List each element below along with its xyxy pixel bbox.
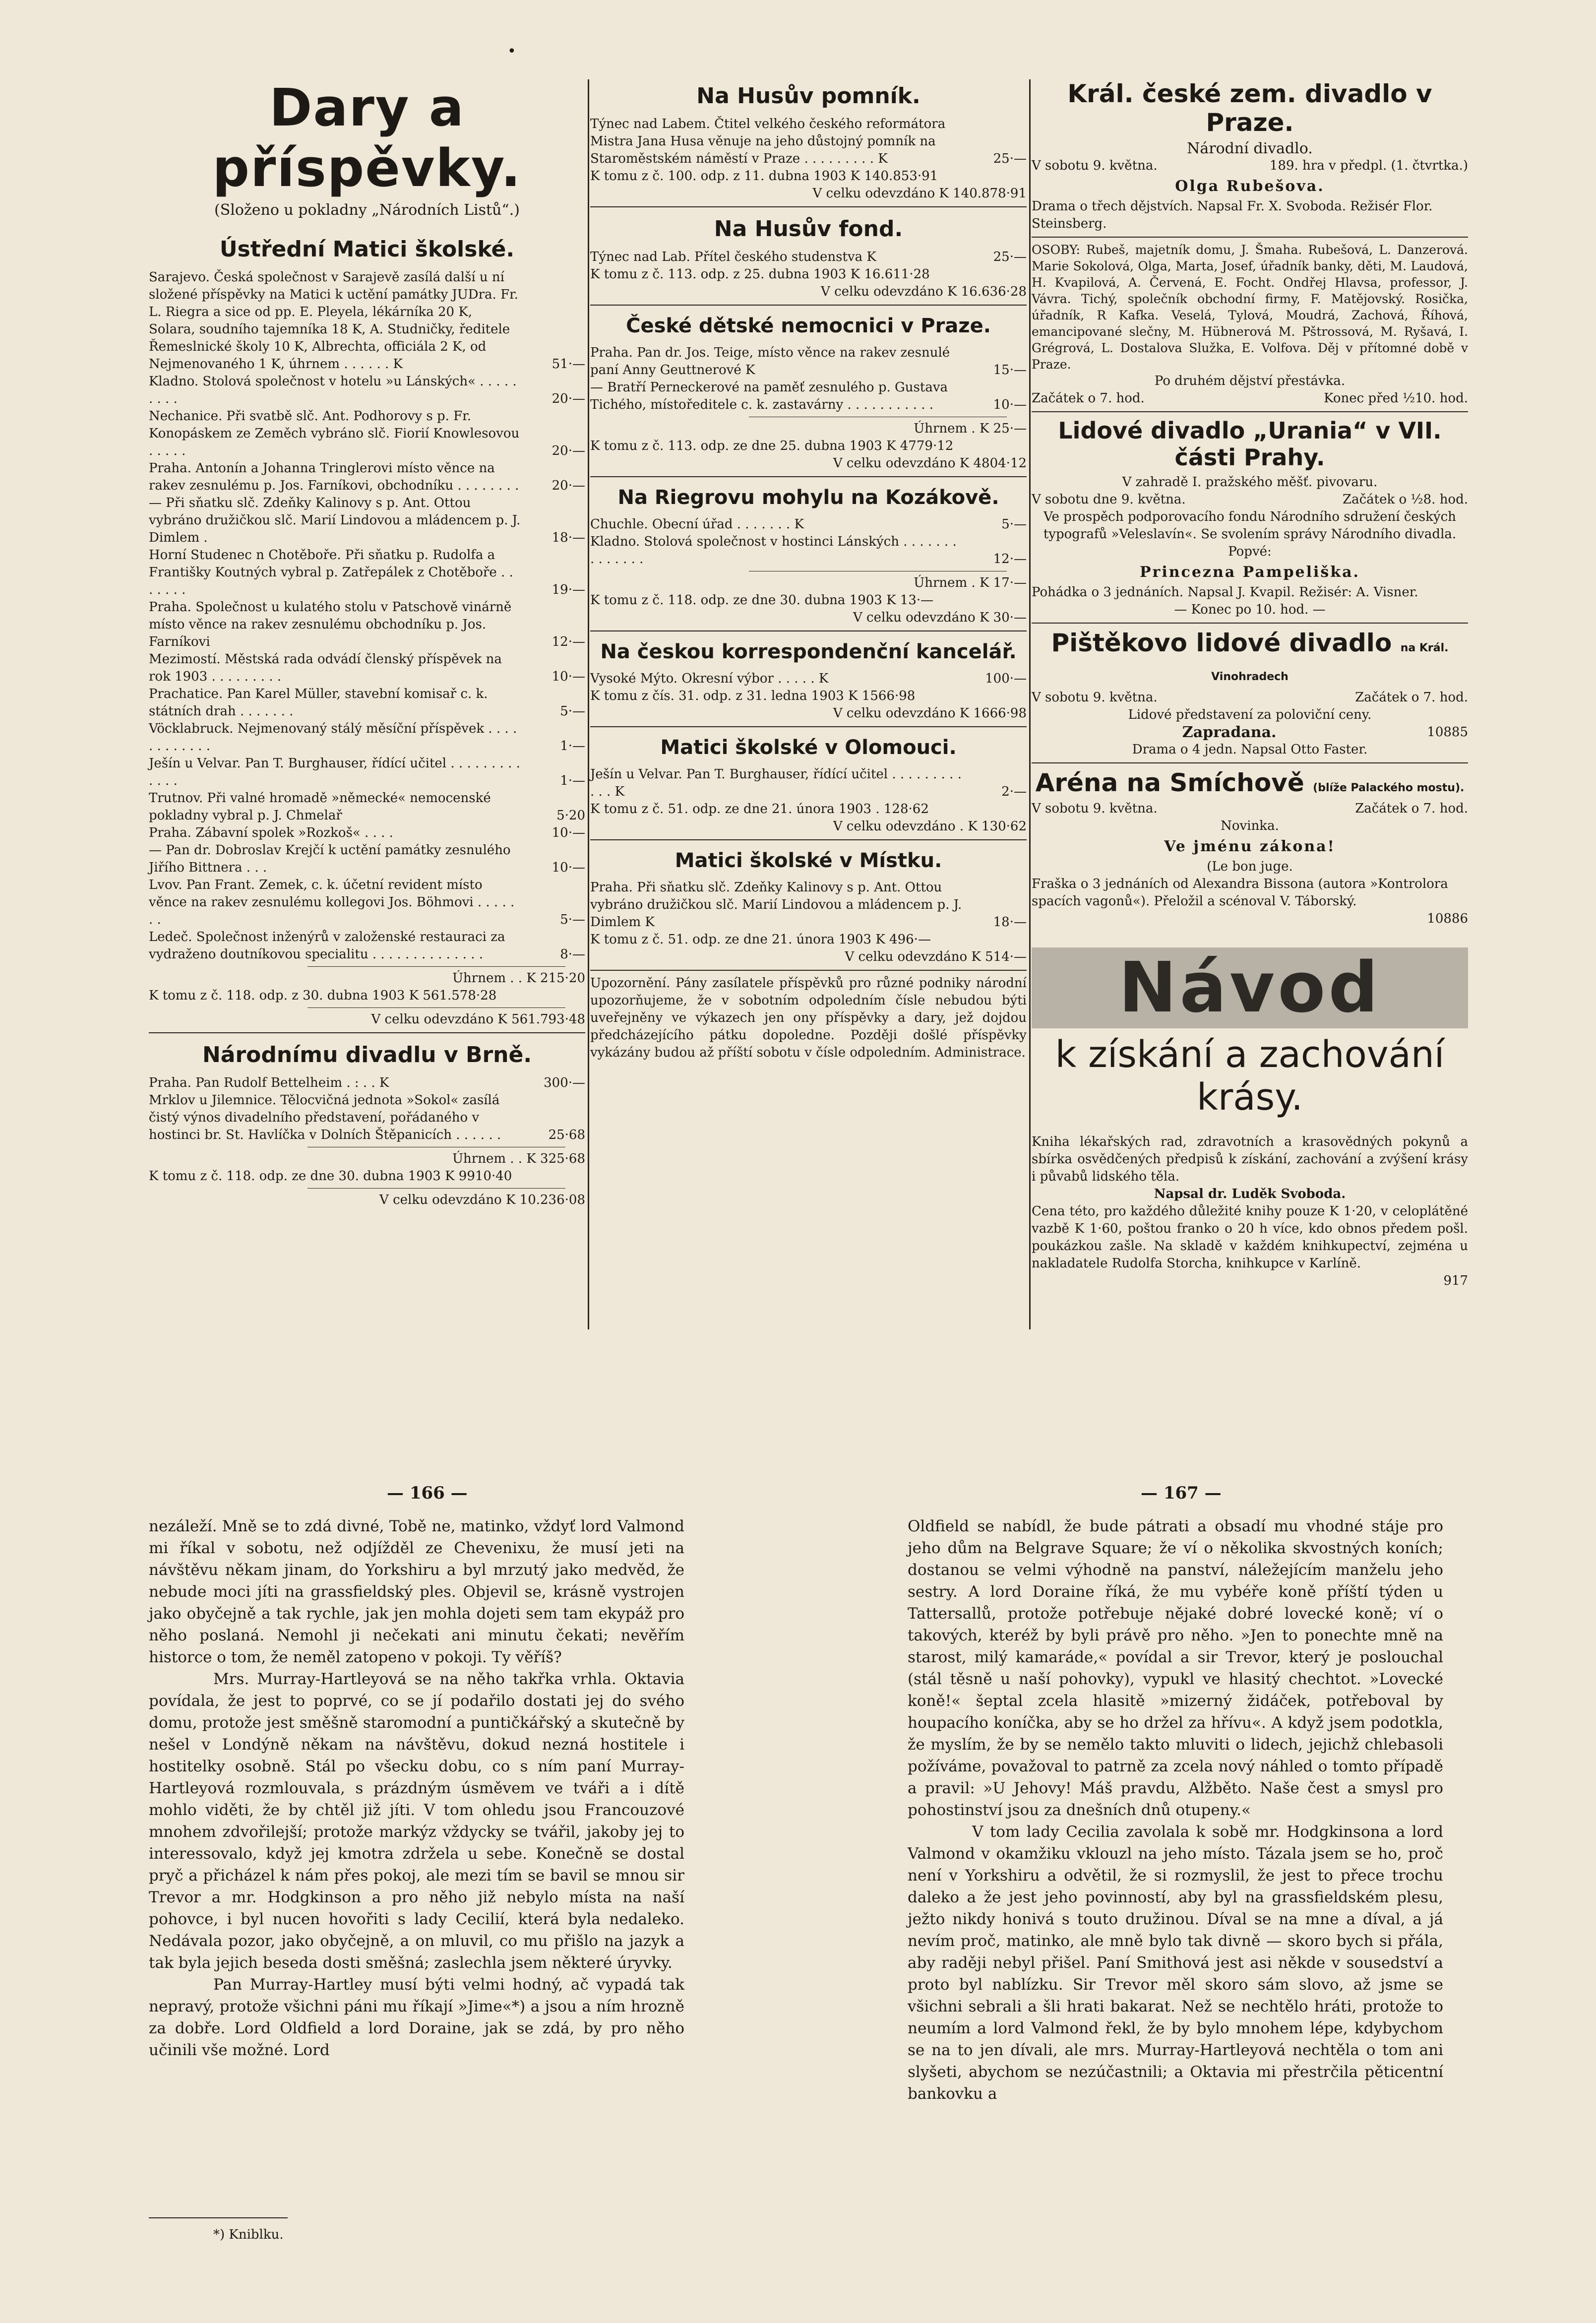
section-heading: Na Riegrovu mohylu na Kozákově.: [617, 486, 999, 509]
story-paragraph: Mrs. Murray-Hartleyová se na něho takřka vrhla. Oktavia povídala, že jest to poprvé, co se jí podařilo dostati jej do svého domu, protože jest směšně staromodní a puntičkářský a skutečně by nešel v Londýně někam na návštěvu, dokud nezná hostitele i hostitelky osobně. Stál po všecku dobu, co s ním paní Murray-Hartleyová rozmlouvala, s prázdným úsměvem ve tváři a i dítě mohlo viděti, že by chtěl již jíti. V tom ohledu jsou Francouzové mnohem zdvořilejší; protože markýz vždycky se tvářil, jakoby jej to interessovalo, když jej kmotra zdržela u sebe. Konečně se dostal pryč a přicházel k nám přes pokoj, ale mezi tím se bavil se mnou sir Trevor a mr. Hodgkinson a pro něho již nebylo místa na naší pohovce, i byl nucen hovořiti s lady Cecilií, která byla nedaleko. Nedávala pozor, jako obyčejně, a on mluvil, co mu přišlo na jazyk a tak byla jejich beseda dosti směšná; zaslechla jsem některé úryvky.: [149, 1670, 684, 1972]
benefit-note: Ve prospěch podporovacího fondu Národního sdružení českých typografů »Veleslavín«. Se svolením správy Národního divadla.: [1043, 509, 1457, 542]
donation-text: Trutnov. Při valné hromadě »německé« nemocenské pokladny vybral p. J. Chmelař: [149, 791, 491, 823]
section-heading: Na Husův pomník.: [696, 83, 921, 109]
column-donations-2: [590, 74, 1027, 1062]
grand-total: V celku odevzdáno K 4804·12: [833, 456, 1027, 471]
grand-total: V celku odevzdáno K 561.793·48: [371, 1012, 585, 1027]
donation-amount: 8·—: [560, 947, 585, 962]
ad-price: Cena této, pro každého důležité knihy pouze K 1·20, v celoplátěné vazbě K 1·60, poštou franko o 20 h více, kdo obnos předem pošl. poukázkou zašle. Na skladě v každém knihkupectví, zejména u nakladatele Rudolfa Storcha, knihkupce v Karlíně.: [1032, 1204, 1468, 1271]
grand-total: V celku odevzdáno K 30·—: [853, 610, 1027, 625]
play-original-title: (Le bon juge.: [1207, 859, 1293, 874]
donation-entry: [590, 766, 1027, 801]
donation-entry: [590, 344, 1027, 379]
column-donations: [149, 74, 585, 1209]
section-heading: České dětské nemocnici v Praze.: [626, 314, 991, 337]
donation-entry: [149, 790, 585, 824]
section-heading: Na Husův fond.: [714, 216, 903, 242]
divider: [1032, 623, 1468, 624]
theatre-subheading: Národní divadlo.: [1187, 140, 1313, 157]
page-number-right: — 167 —: [1141, 1483, 1222, 1503]
donation-amount: 19·—: [552, 582, 585, 597]
entry-list: [590, 249, 1027, 266]
previous-total: K tomu z č. 118. odp. ze dne 30. dubna 1903 K 9910·40: [149, 1169, 512, 1184]
donation-amount: 51·—: [552, 357, 585, 372]
ad-body: Kniha lékařských rad, zdravotních a krasovědných pokynů a sbírka osvědčených předpisů k získání, zachování a zvýšení krásy i půvabů lidského těla.: [1032, 1134, 1468, 1184]
donation-entry: [149, 547, 585, 599]
footnote: *) Kniblku.: [213, 2227, 284, 2242]
donation-text: Nechanice. Při svatbě slč. Ant. Podhorovy s p. Fr. Konopáskem ze Zeměch vybráno slč. Fiorií Knowlesovou . . . . .: [149, 409, 520, 458]
play-description: Fraška o 3 jednáních od Alexandra Bissona (autora »Kontrolora spacích vagonů«). Přeložil a scénoval V. Táborský.: [1032, 877, 1448, 909]
theatre-heading: Král. české zem. divadlo v Praze.: [1067, 79, 1432, 137]
donation-amount: 5·20: [556, 808, 585, 823]
entry-list: [590, 670, 1027, 688]
donation-text: Ješín u Velvar. Pan T. Burghauser, řídící učitel . . . . . . . . . . . . .: [149, 756, 520, 788]
donation-entry: [590, 249, 1027, 266]
play-title: Ve jménu zákona!: [1164, 838, 1336, 855]
donation-entry: [590, 879, 1027, 931]
play-row: [1032, 724, 1468, 741]
grand-total: V celku odevzdáno K 16.636·28: [821, 284, 1027, 299]
play-description: Drama o 4 jedn. Napsal Otto Faster.: [1132, 742, 1368, 757]
donation-text: — Při sňatku slč. Zdeňky Kalinovy s p. Ant. Ottou vybráno družičkou slč. Marií Lindovou a mládencem p. J. Dimlem .: [149, 496, 521, 545]
donation-entry: [149, 755, 585, 790]
donation-amount: 1·—: [560, 773, 585, 788]
donation-entry: [149, 651, 585, 686]
donation-text: Mezimostí. Městská rada odvádí členský příspěvek na rok 1903 . . . . . . . . .: [149, 652, 502, 684]
donation-text: Horní Studenec n Chotěboře. Při sňatku p. Rudolfa a Františky Koutných vybral p. Zatřepálek z Chotěboře . . . . . . .: [149, 548, 513, 597]
entry-list: [590, 116, 1027, 168]
entry-list: [149, 269, 585, 963]
donation-text: Vysoké Mýto. Okresní výbor . . . . . K: [590, 671, 829, 686]
ad-title: Návod: [1032, 947, 1468, 1028]
donation-amount: 10·—: [552, 669, 585, 684]
start-time: Začátek o ½8. hod.: [1343, 492, 1468, 507]
theatre-heading: [1032, 768, 1468, 797]
donation-entry: [149, 1092, 585, 1144]
donation-text: — Bratří Perneckerové na paměť zesnulého p. Gustava Tichého, místoředitele c. k. zastavárny . . . . . . . . . . .: [590, 380, 948, 412]
date-text: V sobotu 9. května.: [1032, 801, 1158, 816]
divider: [590, 726, 1027, 727]
ad-author: Napsal dr. Luděk Svoboda.: [1154, 1187, 1346, 1201]
donation-amount: 10·—: [993, 397, 1027, 412]
time-row: [1032, 390, 1468, 407]
grand-total: V celku odevzdáno . K 130·62: [833, 819, 1027, 834]
subtotal-text: Úhrnem . . K 325·68: [452, 1151, 585, 1166]
play-title: Zapradana.: [1182, 724, 1277, 741]
notice-text: Upozornění. Pány zasílatele příspěvků pro různé podniky národní upozorňujeme, že v sobotním odpoledním čísle nebudou býti uveřejněny ve výkazech jen ony příspěvky a dary, jež dojdou předcházejícího pátku dopoledne. Později došlé příspěvky vykázány budou až příští sobotu v čísle odpoledním. Administrace.: [590, 976, 1027, 1060]
start-time: Začátek o 7. hod.: [1032, 391, 1145, 406]
divider: [1032, 411, 1468, 412]
page-title: Dary a příspěvky.: [212, 77, 522, 198]
footnote-rule: [149, 2217, 288, 2218]
story-text-left: [149, 1515, 684, 2061]
column-theatre: [1032, 74, 1468, 1290]
grand-total: V celku odevzdáno K 1666·98: [833, 706, 1027, 721]
donation-text: Praha. Antonín a Johanna Tringlerovi místo věnce na rakev zesnulému p. Jos. Farníkovi, obchodníku . . . . . . . .: [149, 461, 519, 493]
date-text: V sobotu 9. května.: [1032, 690, 1158, 705]
previous-total: K tomu z čís. 31. odp. z 31. ledna 1903 K 1566·98: [590, 689, 916, 703]
grand-total: V celku odevzdáno K 514·—: [845, 949, 1027, 964]
grand-total: V celku odevzdáno K 10.236·08: [379, 1193, 585, 1207]
story-paragraph: Oldfield se nabídl, že bude pátrati a obsadí mu vhodné stáje pro jeho dům na Belgrave Square; že ví o několika skvostných koních; dostanou se velmi výhodně na panství, náležejícím manželu jeho sestry. A lord Doraine říká, že mu vybéře koně příští týden u Tattersallů, protože potřebuje nějaké dobré lovecké koně; ví o takových, kteréž by byli právě pro něho. »Jen to ponechte mně na starost, milý kamaráde,« povídal a sir Trevor, který je poslouchal (stál těsně u naší pohovky), vypukl ve hlasitý chechtot. »Lovecké koně!« šeptal zcela hlasitě »mizerný židáček, potřeboval by houpacího koníčka, aby se ho držel za hřívu«. A když jsem podotkla, že myslím, že by se nemělo takto mluviti o lidech, jejichž chlebasoli požíváme, považoval to patrně za zcela nový náhled o tomto případě a pravil: »U Jehovy! Máš pravdu, Alžběto. Naše čest a smysl pro pohostinství jsou za dnešních dnů otupeny.«: [908, 1517, 1443, 1819]
donation-entry: [149, 877, 585, 929]
page-number-left: — 166 —: [387, 1483, 468, 1503]
donation-text: Sarajevo. Česká společnost v Sarajevě zasílá další u ní složené příspěvky na Matici k uctění památky JUDra. Fr. L. Riegra a sice od pp. E. Pleyela, lékárníka 20 K, Solara, soudního tajemníka 18 K, A. Studničky, ředitele Řemeslnické školy 10 K, Albrechta, officiála 2 K, od Nejmenovaného 1 K, úhrnem . . . . . . K: [149, 270, 518, 372]
donation-text: Kladno. Stolová společnost v hostinci Lánských . . . . . . . . . . . . . .: [590, 534, 957, 566]
theatre-name: Aréna na Smíchově: [1035, 768, 1304, 797]
theatre-location: (blíže Palackého mostu).: [1313, 782, 1465, 794]
page-subtitle: (Složeno u pokladny „Národních Listů“.): [214, 201, 520, 219]
donation-entry: [149, 408, 585, 460]
donation-amount: 12·—: [552, 634, 585, 649]
divider: [1032, 762, 1468, 763]
divider: [590, 630, 1027, 631]
story-text-right: [908, 1515, 1443, 2105]
subtotal-text: Úhrnem . . K 215·20: [452, 971, 585, 986]
cast-list: OSOBY: Rubeš, majetník domu, J. Šmaha. Rubešová, L. Danzerová. Marie Sokolová, Olga, Marta, Josef, úřadník banky, děti, M. Laudová, H. Kvapilová, A. Červená, E. Focht. Ondřej Hlavsa, professor, J. Vávra. Tichý, společník obchodní firmy, F. Matějovský. Rosička, úřadník, R Kafka. Veselá, Tylová, Moudrá, Zachová, Říhová, emancipované slečny, M. Hübnerová M. Pštrossová, M. Ryšavá, I. Grégrová, L. Dostalova Služka, E. Volfova. Děj v přítomné době v Praze.: [1032, 243, 1468, 372]
divider: [590, 476, 1027, 477]
divider: [590, 970, 1027, 971]
end-time: — Konec po 10. hod. —: [1174, 602, 1326, 617]
donation-amount: 18·—: [552, 530, 585, 545]
previous-total: K tomu z č. 100. odp. z 11. dubna 1903 K 140.853·91: [590, 169, 938, 184]
price-note: Lidové představení za poloviční ceny.: [1128, 707, 1372, 722]
donation-amount: 10·—: [552, 860, 585, 875]
entry-list: [590, 516, 1027, 568]
donation-entry: [149, 599, 585, 651]
date-row: [1032, 800, 1468, 817]
column-rule: [1029, 79, 1031, 1329]
donation-entry: [149, 842, 585, 877]
theatre-location: na Král. Vinohradech: [1211, 642, 1449, 683]
section-heading: Matici školské v Olomouci.: [660, 736, 957, 759]
donation-text: Ledeč. Společnost inženýrů v založenské restauraci za vydraženo doutníkovou specialitu . . . . . . . . . . . . . .: [149, 930, 505, 962]
donation-entry: [149, 929, 585, 963]
donation-amount: 1·—: [560, 739, 585, 753]
donation-text: Týnec nad Labem. Čtitel velkého českého reformátora Mistra Jana Husa věnuje na jeho důstojný pomník na Staroměstském náměstí v Praze . . . . . . . . . K: [590, 117, 946, 166]
previous-total: K tomu z č. 113. odp. ze dne 25. dubna 1903 K 4779·12: [590, 439, 954, 453]
date-row: [1032, 491, 1468, 508]
section-heading: Ústřední Matici školské.: [219, 237, 515, 262]
ad-number: 10885: [1427, 725, 1468, 740]
subscription-text: 189. hra v předpl. (1. čtvrtka.): [1269, 158, 1468, 173]
divider: [149, 1032, 585, 1033]
section-heading: Matici školské v Místku.: [675, 849, 942, 872]
novelty-label: Novinka.: [1221, 818, 1279, 833]
previous-total: K tomu z č. 118. odp. z 30. dubna 1903 K 561.578·28: [149, 988, 497, 1003]
section-subtotal: [590, 420, 1027, 438]
donation-amount: 25·—: [993, 250, 1027, 264]
donation-entry: [149, 495, 585, 547]
theatre-heading: Lidové divadlo „Urania“ v VII. části Prahy.: [1058, 417, 1442, 471]
donation-amount: 12·—: [993, 552, 1027, 566]
subtotal-text: Úhrnem . K 25·—: [914, 421, 1027, 436]
start-time: Začátek o 7. hod.: [1355, 801, 1468, 816]
donation-text: Kladno. Stolová společnost v hotelu »u Lánských« . . . . . . . . .: [149, 374, 517, 406]
divider: [590, 305, 1027, 306]
play-description: Pohádka o 3 jednáních. Napsal J. Kvapil. Režisér: A. Visner.: [1032, 585, 1418, 600]
donation-text: Mrklov u Jilemnice. Tělocvičná jednota »Sokol« zasílá čistý výnos divadelního představení, pořádaného v hostinci br. St. Havlíčka v Dolních Štěpanicích . . . . . .: [149, 1093, 501, 1142]
section-subtotal: [590, 574, 1027, 592]
entry-list: [149, 1074, 585, 1144]
entry-list: [590, 766, 1027, 801]
divider: [590, 839, 1027, 840]
divider: [307, 966, 565, 967]
subtotal-text: Úhrnem . K 17·—: [914, 575, 1027, 590]
story-paragraph: Pan Murray-Hartley musí býti velmi hodný, ač vypadá tak nepravý, protože všichni páni mu říkají »Jime«*) a jsou a ním hrozně za dobře. Lord Oldfield a lord Doraine, jak se zdá, by pro něho učinili vše možné. Lord: [149, 1976, 684, 2059]
story-paragraph: nezáleží. Mně se to zdá divné, Tobě ne, matinko, vždyť lord Valmond mi říkal v sobotu, než odjížděl ze Chevenixu, že musí jeti na návštěvu někam jinam, do Yorkshiru a byl mrzutý jako medvěd, že nebude moci jíti na grassfieldský ples. Objevil se, krásně vystrojen jako obyčejně a tak rychle, jak jen mohla dojeti sem tam ekypáž pro něho poslaná. Nemohl ji nečekati ani minutu čekati; nevěřím historce o tom, že neměl zatopeno v pokoji. Ty věříš?: [149, 1517, 684, 1666]
entry-list: [590, 344, 1027, 414]
donation-amount: 100·—: [985, 671, 1027, 686]
section-heading: Národnímu divadlu v Brně.: [202, 1042, 532, 1067]
ad-number: 10886: [1427, 911, 1468, 926]
donation-amount: 15·—: [993, 363, 1027, 377]
donation-entry: [149, 824, 585, 842]
donation-entry: [149, 460, 585, 495]
section-subtotal: [149, 970, 585, 987]
donation-text: Praha. Společnost u kulatého stolu v Patschově vinárně místo věnce na rakev zesnulému obchodníku p. Jos. Farníkovi: [149, 600, 512, 649]
donation-amount: 25·68: [548, 1128, 585, 1142]
date-row: [1032, 157, 1468, 175]
donation-amount: 20·—: [552, 391, 585, 406]
donation-entry: [149, 373, 585, 408]
donation-amount: 20·—: [552, 443, 585, 458]
donation-amount: 5·—: [560, 912, 585, 927]
start-time: Začátek o 7. hod.: [1355, 690, 1468, 705]
donation-entry: [149, 720, 585, 755]
print-dot: •: [507, 43, 516, 60]
intermission-note: Po druhém dějství přestávka.: [1154, 374, 1346, 388]
donation-amount: 2·—: [1001, 784, 1027, 799]
donation-amount: 300·—: [544, 1075, 585, 1090]
date-text: V sobotu 9. května.: [1032, 158, 1158, 173]
donation-text: Vöcklabruck. Nejmenovaný stálý měsíční příspěvek . . . . . . . . . . . .: [149, 721, 517, 753]
donation-text: Praha. Pan dr. Jos. Teige, místo věnce na rakev zesnulé paní Anny Geuttnerové K: [590, 345, 950, 377]
previous-total: K tomu z č. 113. odp. z 25. dubna 1903 K 16.611·28: [590, 267, 930, 282]
donation-text: Týnec nad Lab. Přítel českého studenstva K: [590, 250, 876, 264]
premiere-label: Popvé:: [1228, 544, 1272, 559]
story-paragraph: V tom lady Cecilia zavolala k sobě mr. Hodgkinsona a lord Valmond v okamžiku vklouzl na jeho místo. Tázala jsem se ho, proč není v Yorkshiru a odvětil, že si rozmyslil, že jest to přece trochu daleko a že jest jeho povinností, aby byl na grassfieldském plesu, ježto nikdy honivá s touto družinou. Díval se na mne a díval, a já nevím proč, matinko, ale mně bylo tak divně — skoro bych si přála, aby raději nebyl přišel. Paní Smithová jest asi někde v sousedství a proto byl nablízku. Sir Trevor měl skoro sám slovo, až jsme se všichni sebrali a šli hrati bakarat. Než se nechtělo hráti, protože to neumím a lord Valmond řekl, že by bylo mnohem lépe, kdybychom se na to jen dívali, ale mrs. Murray-Hartleyová nechtěla o tom ani slyšeti, abychom se nezúčastnili; a Oktavia mi přestrčila pěticentní bankovku a: [908, 1823, 1443, 2103]
theatre-subheading: V zahradě I. pražského měšť. pivovaru.: [1122, 475, 1378, 490]
donation-entry: [149, 1074, 585, 1092]
donation-amount: 20·—: [552, 478, 585, 493]
donation-text: Praha. Při sňatku slč. Zdeňky Kalinovy s p. Ant. Ottou vybráno družičkou slč. Marií Lindovou a mládencem p. J. Dimlem K: [590, 880, 962, 930]
play-description: Drama o třech dějstvích. Napsal Fr. X. Svoboda. Režisér Flor. Steinsberg.: [1032, 199, 1433, 231]
theatre-name: Pištěkovo lidové divadlo: [1051, 628, 1392, 657]
ad-number: 917: [1443, 1273, 1468, 1288]
section-subtotal: [149, 1150, 585, 1168]
donation-text: Chuchle. Obecní úřad . . . . . . . K: [590, 517, 804, 532]
donation-amount: 5·—: [560, 704, 585, 719]
donation-entry: [149, 686, 585, 720]
donation-amount: 25·—: [993, 151, 1027, 166]
previous-total: K tomu z č. 51. odp. ze dne 21. února 1903 . 128·62: [590, 802, 929, 816]
entry-list: [590, 879, 1027, 931]
donation-text: Ješín u Velvar. Pan T. Burghauser, řídící učitel . . . . . . . . . . . . K: [590, 767, 962, 799]
donation-text: Praha. Zábavní spolek »Rozkoš« . . . .: [149, 825, 393, 840]
divider: [1032, 237, 1468, 238]
section-heading: Na českou korrespondenční kancelář.: [600, 640, 1017, 663]
donation-text: — Pan dr. Dobroslav Krejčí k uctění památky zesnulého Jiřího Bittnera . . .: [149, 843, 511, 875]
divider: [307, 1188, 565, 1189]
donation-amount: 18·—: [993, 915, 1027, 930]
previous-total: K tomu z č. 118. odp. ze dne 30. dubna 1903 K 13·—: [590, 593, 934, 608]
divider: [590, 206, 1027, 207]
date-row: [1032, 689, 1468, 706]
play-title: Princezna Pampeliška.: [1139, 564, 1360, 581]
donation-entry: [590, 670, 1027, 688]
donation-amount: 5·—: [1001, 517, 1027, 532]
donation-text: Lvov. Pan Frant. Zemek, c. k. účetní revident místo věnce na rakev zesnulému kollegovi Jos. Böhmovi . . . . . . .: [149, 878, 515, 927]
donation-entry: [590, 116, 1027, 168]
donation-entry: [590, 379, 1027, 414]
donation-entry: [149, 269, 585, 373]
donation-text: Praha. Pan Rudolf Bettelheim . : . . K: [149, 1075, 389, 1090]
column-rule: [588, 79, 589, 1329]
play-title: Olga Rubešova.: [1175, 178, 1325, 195]
donation-text: Prachatice. Pan Karel Müller, stavební komisař c. k. státních drah . . . . . . .: [149, 687, 488, 719]
ad-subtitle: k získání a zachování krásy.: [1055, 1033, 1445, 1119]
end-time: Konec před ½10. hod.: [1324, 391, 1468, 406]
grand-total: V celku odevzdáno K 140.878·91: [812, 186, 1027, 201]
previous-total: K tomu z č. 51. odp. ze dne 21. února 1903 K 496·—: [590, 932, 931, 947]
donation-amount: 10·—: [552, 825, 585, 840]
donation-entry: [590, 533, 1027, 568]
date-text: V sobotu dne 9. května.: [1032, 492, 1186, 507]
theatre-heading: [1032, 628, 1468, 686]
divider: [307, 1007, 565, 1008]
donation-entry: [590, 516, 1027, 533]
